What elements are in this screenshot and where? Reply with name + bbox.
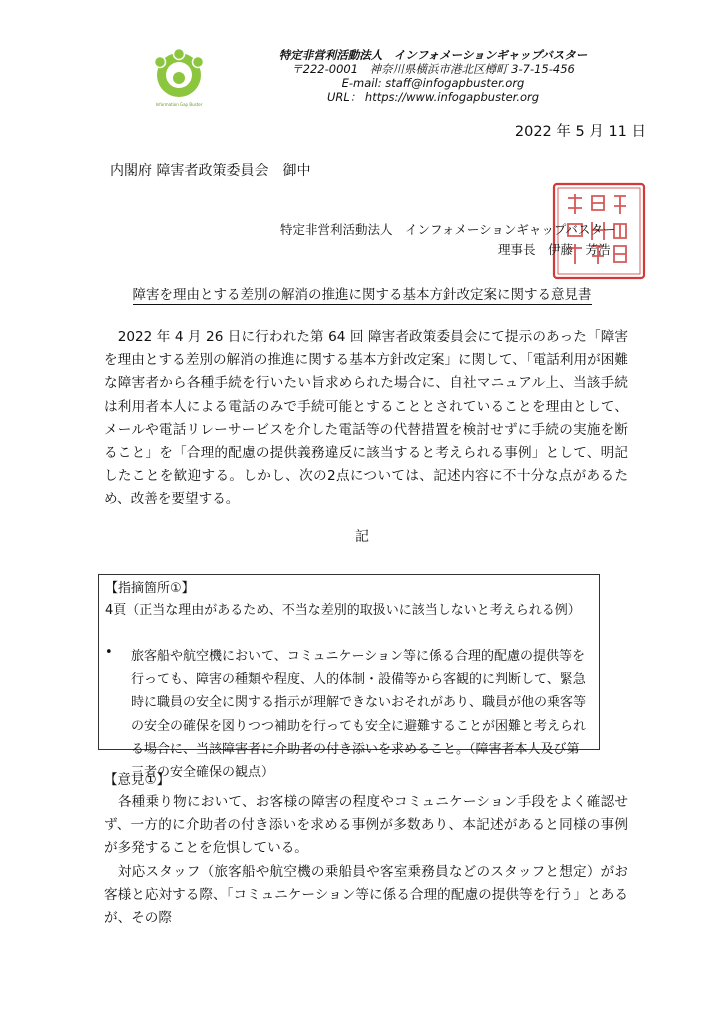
organization-email: E-mail: staff@infogapbuster.org <box>341 76 525 90</box>
organization-name: 特定非営利活動法人 インフォメーションギャップバスター <box>278 48 588 62</box>
point-1-reference: 4頁（正当な理由があるため、不当な差別的取扱いに該当しないと考えられる例） <box>105 603 581 618</box>
organization-address: 〒222-0001 神奈川県横浜市港北区樽町 3-7-15-456 <box>291 62 575 76</box>
opinion-1-label: 【意見①】 <box>104 772 171 788</box>
sender-organization: 特定非営利活動法人 インフォメーションギャップバスター <box>280 222 616 237</box>
document-date: 2022 年 5 月 11 日 <box>514 124 646 140</box>
opinion-1-paragraph: 各種乗り物において、お客様の障害の程度やコミュニケーション手段をよく確認せず、一方的に介助者の付き添いを求める事例が多数あり、本記述があると同様の事例が多発することを危惧している。 <box>104 794 628 857</box>
recipient: 内閣府 障害者政策委員会 御中 <box>110 163 311 179</box>
intro-paragraph: 2022 年 4 月 26 日に行われた第 64 回 障害者政策委員会にて提示のあった「障害を理由とする差別の解消の推進に関する基本方針改定案」に関して、「電話利用が困難な障害者から各種手続を行いたい旨求められた場合に、自社マニュアル上、当該手続は利用者本人による電話のみで手続可能とすることとされていることを理由として、メールや電話リレーサービスを介した電話等の代替措置を検討せずに手続の実施を断ること」を「合理的配慮の提供義務違反に該当すると考えられる事例」として、明記したことを歓迎する。しかし、次の2点については、記述内容に不十分な点があるため、改善を要望する。 <box>104 329 628 508</box>
organization-url: URL： https://www.infogapbuster.org <box>326 90 540 104</box>
sender-block <box>280 220 680 260</box>
ki-heading: 記 <box>355 529 369 545</box>
document-title <box>0 283 724 303</box>
organization-logo <box>150 48 208 110</box>
point-1-bullet-text: 旅客船や航空機において、コミュニケーション等に係る合理的配慮の提供等を行っても、障害の種類や程度、人的体制・設備等から客観的に判断して、緊急時に職員の安全に関する指示が理解できないおそれがあり、職員が他の乗客等の安全の確保を図りつつ補助を行っても安全に避難することが困難と考えられる場合に、当該障害者に介助者の付き添いを求めること。（障害者本人及び第三者の安全確保の観点） <box>131 649 587 781</box>
bullet-icon: • <box>105 645 113 660</box>
opinion-1-text <box>104 791 628 930</box>
opinion-1-paragraph: 対応スタッフ（旅客船や航空機の乗船員や客室乗務員などのスタッフと想定）がお客様と応対する際、「コミュニケーション等に係る合理的配慮の提供等を行う」とあるが、その際 <box>104 863 628 927</box>
organization-header <box>253 48 613 104</box>
document-title-text: 障害を理由とする差別の解消の推進に関する基本方針改定案に関する意見書 <box>132 287 592 303</box>
sender-representative: 理事長 伊藤 芳浩 <box>498 242 611 257</box>
logo-caption: Information Gap Buster <box>155 102 203 107</box>
point-1-label: 【指摘箇所①】 <box>105 581 195 596</box>
